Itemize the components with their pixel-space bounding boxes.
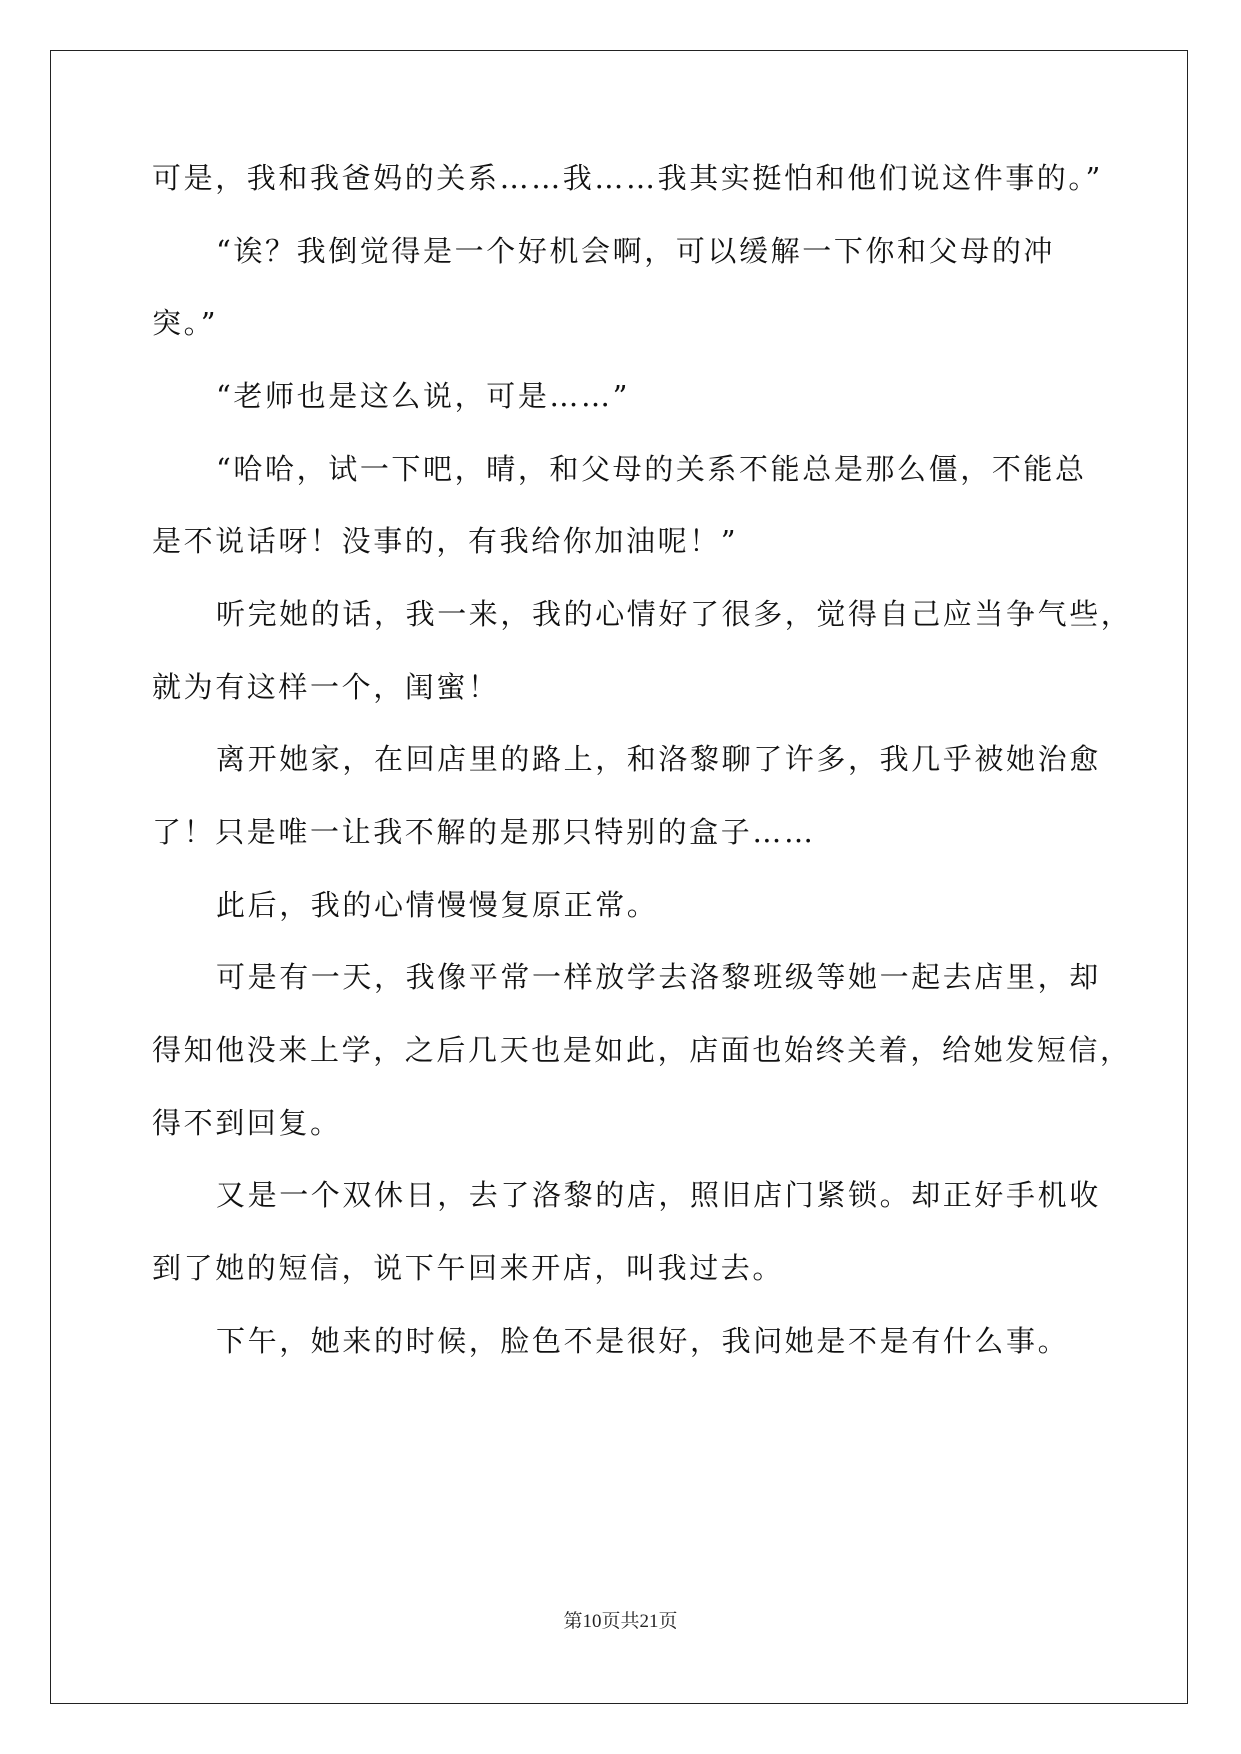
page-border xyxy=(50,50,1188,1704)
text-line: 下午，她来的时候，脸色不是很好，我问她是不是有什么事。 xyxy=(216,1324,1070,1358)
text-line: “老师也是这么说，可是……” xyxy=(216,379,631,413)
text-line: “哈哈，试一下吧，晴，和父母的关系不能总是那么僵，不能总 xyxy=(216,452,1087,486)
page-total: 共21页 xyxy=(620,1611,678,1632)
text-line: 得不到回复。 xyxy=(152,1106,342,1140)
text-line: 得知他没来上学，之后几天也是如此，店面也始终关着，给她发短信， xyxy=(152,1033,1132,1067)
text-line: 是不说话呀！没事的，有我给你加油呢！” xyxy=(152,524,739,558)
page-footer xyxy=(0,1610,1241,1634)
text-line: 了！只是唯一让我不解的是那只特别的盒子…… xyxy=(152,815,816,849)
text-line: 可是，我和我爸妈的关系……我……我其实挺怕和他们说这件事的。” xyxy=(152,161,1103,195)
text-line: 到了她的短信，说下午回来开店，叫我过去。 xyxy=(152,1251,785,1285)
text-line: 离开她家，在回店里的路上，和洛黎聊了许多，我几乎被她治愈 xyxy=(216,742,1101,776)
text-line: 又是一个双休日，去了洛黎的店，照旧店门紧锁。却正好手机收 xyxy=(216,1178,1101,1212)
text-line: “诶？我倒觉得是一个好机会啊，可以缓解一下你和父母的冲 xyxy=(216,234,1056,268)
text-line: 就为有这样一个，闺蜜！ xyxy=(152,670,500,704)
text-line: 此后，我的心情慢慢复原正常。 xyxy=(216,888,659,922)
text-line: 听完她的话，我一来，我的心情好了很多，觉得自己应当争气些， xyxy=(216,597,1133,631)
text-line: 可是有一天，我像平常一样放学去洛黎班级等她一起去店里，却 xyxy=(216,960,1101,994)
text-line: 突。” xyxy=(152,306,219,340)
page-number: 第10页 xyxy=(563,1611,621,1632)
